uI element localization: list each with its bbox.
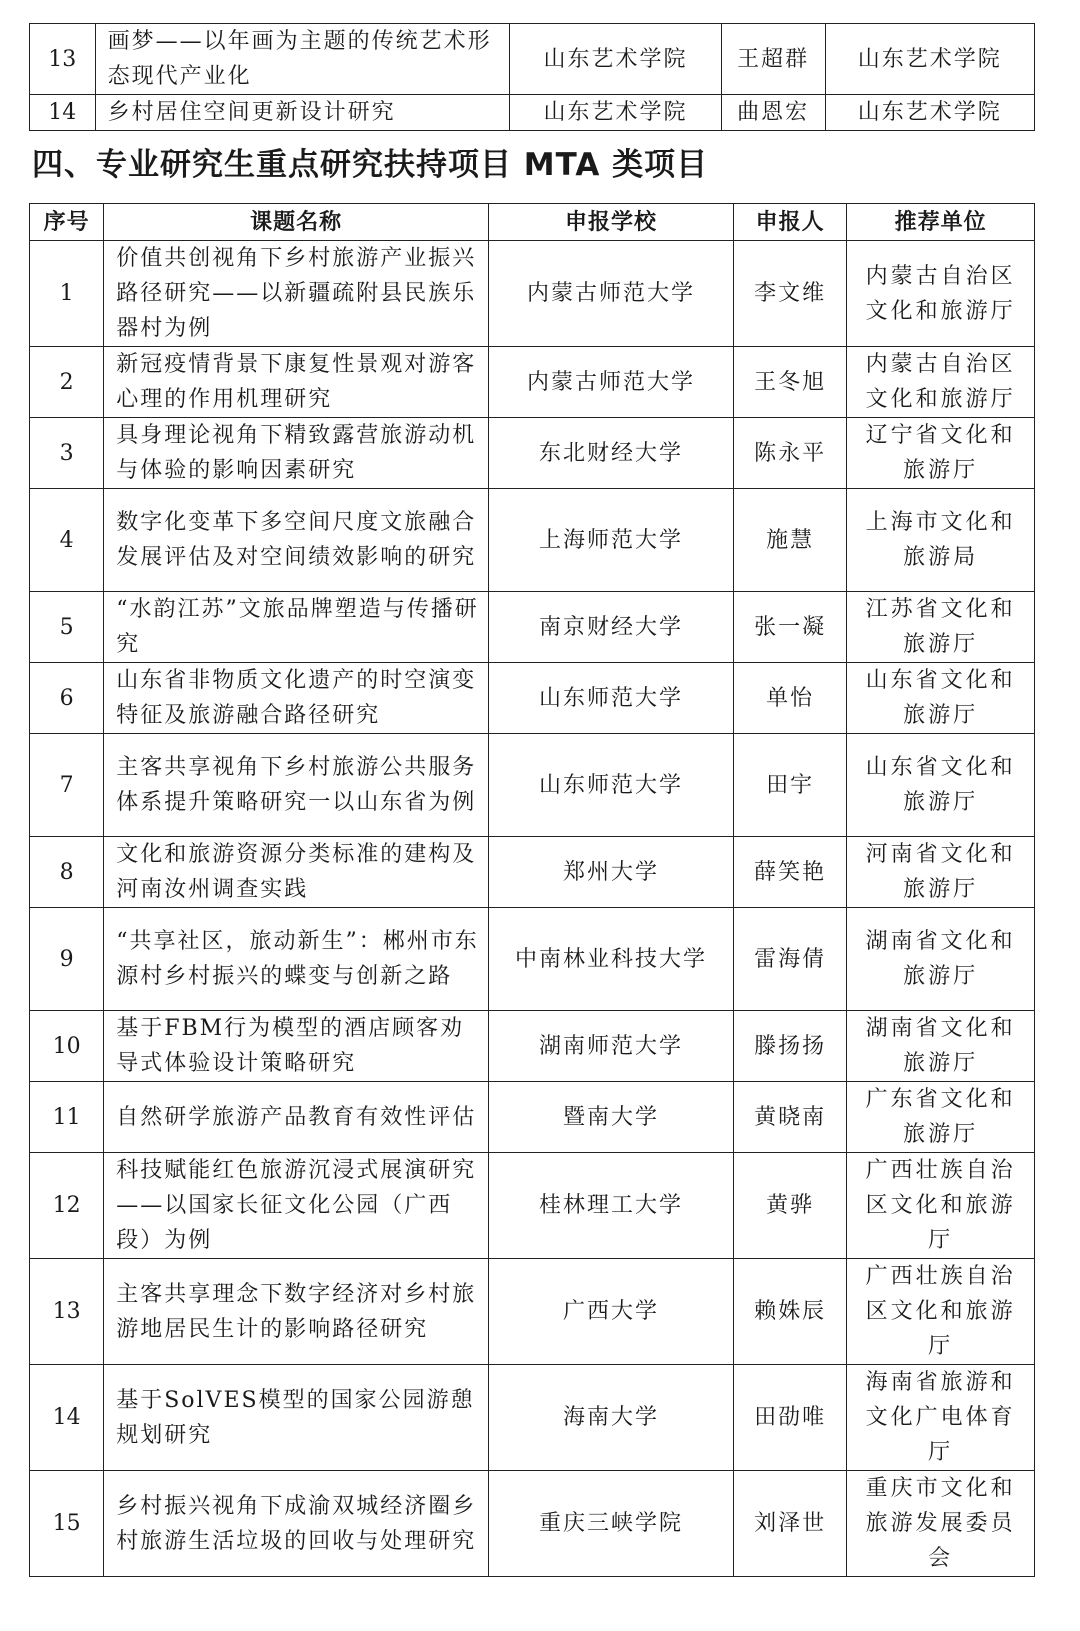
school-cell: 山东师范大学 — [489, 734, 734, 837]
topic-cell: 文化和旅游资源分类标准的建构及河南汝州调查实践 — [104, 837, 489, 908]
school-cell: 桂林理工大学 — [489, 1153, 734, 1259]
row-number: 7 — [30, 734, 104, 837]
table-row — [30, 1082, 1035, 1153]
school-cell: 内蒙古师范大学 — [489, 241, 734, 347]
unit-cell: 山东省文化和旅游厅 — [847, 663, 1035, 734]
header-no: 序号 — [30, 204, 104, 241]
applicant-cell: 张一凝 — [733, 592, 846, 663]
school-cell: 广西大学 — [489, 1259, 734, 1365]
topic-cell: 具身理论视角下精致露营旅游动机与体验的影响因素研究 — [104, 418, 489, 489]
topic-cell: 乡村振兴视角下成渝双城经济圈乡村旅游生活垃圾的回收与处理研究 — [104, 1471, 489, 1577]
unit-cell: 山东艺术学院 — [825, 95, 1034, 131]
applicant-cell: 田劭唯 — [733, 1365, 846, 1471]
table-row — [30, 734, 1035, 837]
table-row — [30, 347, 1035, 418]
unit-cell: 内蒙古自治区文化和旅游厅 — [847, 241, 1035, 347]
row-number: 14 — [30, 95, 96, 131]
topic-cell: “水韵江苏”文旅品牌塑造与传播研究 — [104, 592, 489, 663]
table-row — [30, 24, 1035, 95]
mta-projects-table — [29, 203, 1035, 1577]
row-number: 3 — [30, 418, 104, 489]
applicant-cell: 单怡 — [733, 663, 846, 734]
unit-cell: 湖南省文化和旅游厅 — [847, 1011, 1035, 1082]
row-number: 12 — [30, 1153, 104, 1259]
school-cell: 重庆三峡学院 — [489, 1471, 734, 1577]
applicant-cell: 曲恩宏 — [721, 95, 825, 131]
school-cell: 上海师范大学 — [489, 489, 734, 592]
school-cell: 山东师范大学 — [489, 663, 734, 734]
topic-cell: 新冠疫情背景下康复性景观对游客心理的作用机理研究 — [104, 347, 489, 418]
applicant-cell: 黄晓南 — [733, 1082, 846, 1153]
table-row — [30, 1471, 1035, 1577]
unit-cell: 广西壮族自治区文化和旅游厅 — [847, 1153, 1035, 1259]
school-cell: 海南大学 — [489, 1365, 734, 1471]
unit-cell: 湖南省文化和旅游厅 — [847, 908, 1035, 1011]
applicant-cell: 薛笑艳 — [733, 837, 846, 908]
applicant-cell: 田宇 — [733, 734, 846, 837]
topic-cell: 画梦——以年画为主题的传统艺术形态现代产业化 — [95, 24, 510, 95]
applicant-cell: 陈永平 — [733, 418, 846, 489]
school-cell: 郑州大学 — [489, 837, 734, 908]
applicant-cell: 刘泽世 — [733, 1471, 846, 1577]
school-cell: 山东艺术学院 — [510, 95, 722, 131]
row-number: 13 — [30, 1259, 104, 1365]
topic-cell: 基于FBM行为模型的酒店顾客劝导式体验设计策略研究 — [104, 1011, 489, 1082]
table-row — [30, 241, 1035, 347]
school-cell: 南京财经大学 — [489, 592, 734, 663]
topic-cell: 山东省非物质文化遗产的时空演变特征及旅游融合路径研究 — [104, 663, 489, 734]
topic-cell: “共享社区，旅动新生”：郴州市东源村乡村振兴的蝶变与创新之路 — [104, 908, 489, 1011]
unit-cell: 广东省文化和旅游厅 — [847, 1082, 1035, 1153]
table-row — [30, 837, 1035, 908]
topic-cell: 乡村居住空间更新设计研究 — [95, 95, 510, 131]
row-number: 6 — [30, 663, 104, 734]
applicant-cell: 施慧 — [733, 489, 846, 592]
school-cell: 湖南师范大学 — [489, 1011, 734, 1082]
row-number: 13 — [30, 24, 96, 95]
section-title: 四、专业研究生重点研究扶持项目 MTA 类项目 — [32, 147, 709, 183]
applicant-cell: 王超群 — [721, 24, 825, 95]
table-row — [30, 418, 1035, 489]
school-cell: 内蒙古师范大学 — [489, 347, 734, 418]
previous-table — [29, 23, 1035, 131]
table-row — [30, 592, 1035, 663]
unit-cell: 辽宁省文化和旅游厅 — [847, 418, 1035, 489]
table-row — [30, 489, 1035, 592]
applicant-cell: 雷海倩 — [733, 908, 846, 1011]
unit-cell: 海南省旅游和文化广电体育厅 — [847, 1365, 1035, 1471]
school-cell: 中南林业科技大学 — [489, 908, 734, 1011]
applicant-cell: 赖姝辰 — [733, 1259, 846, 1365]
school-cell: 暨南大学 — [489, 1082, 734, 1153]
unit-cell: 江苏省文化和旅游厅 — [847, 592, 1035, 663]
row-number: 14 — [30, 1365, 104, 1471]
table-row — [30, 908, 1035, 1011]
header-unit: 推荐单位 — [847, 204, 1035, 241]
row-number: 2 — [30, 347, 104, 418]
row-number: 1 — [30, 241, 104, 347]
unit-cell: 上海市文化和旅游局 — [847, 489, 1035, 592]
topic-cell: 科技赋能红色旅游沉浸式展演研究——以国家长征文化公园（广西段）为例 — [104, 1153, 489, 1259]
unit-cell: 山东艺术学院 — [825, 24, 1034, 95]
table-row — [30, 1153, 1035, 1259]
applicant-cell: 王冬旭 — [733, 347, 846, 418]
topic-cell: 价值共创视角下乡村旅游产业振兴路径研究——以新疆疏附县民族乐器村为例 — [104, 241, 489, 347]
header-applicant: 申报人 — [733, 204, 846, 241]
table-row — [30, 1011, 1035, 1082]
row-number: 9 — [30, 908, 104, 1011]
row-number: 4 — [30, 489, 104, 592]
applicant-cell: 黄骅 — [733, 1153, 846, 1259]
header-topic: 课题名称 — [104, 204, 489, 241]
row-number: 15 — [30, 1471, 104, 1577]
row-number: 8 — [30, 837, 104, 908]
topic-cell: 主客共享视角下乡村旅游公共服务体系提升策略研究一以山东省为例 — [104, 734, 489, 837]
row-number: 11 — [30, 1082, 104, 1153]
row-number: 5 — [30, 592, 104, 663]
table-row — [30, 663, 1035, 734]
row-number: 10 — [30, 1011, 104, 1082]
table-row — [30, 1259, 1035, 1365]
unit-cell: 广西壮族自治区文化和旅游厅 — [847, 1259, 1035, 1365]
topic-cell: 主客共享理念下数字经济对乡村旅游地居民生计的影响路径研究 — [104, 1259, 489, 1365]
unit-cell: 内蒙古自治区文化和旅游厅 — [847, 347, 1035, 418]
table-row — [30, 1365, 1035, 1471]
table-row — [30, 95, 1035, 131]
table-header-row — [30, 204, 1035, 241]
topic-cell: 数字化变革下多空间尺度文旅融合发展评估及对空间绩效影响的研究 — [104, 489, 489, 592]
applicant-cell: 李文维 — [733, 241, 846, 347]
unit-cell: 河南省文化和旅游厅 — [847, 837, 1035, 908]
applicant-cell: 滕扬扬 — [733, 1011, 846, 1082]
unit-cell: 山东省文化和旅游厅 — [847, 734, 1035, 837]
school-cell: 山东艺术学院 — [510, 24, 722, 95]
topic-cell: 基于SolVES模型的国家公园游憩规划研究 — [104, 1365, 489, 1471]
topic-cell: 自然研学旅游产品教育有效性评估 — [104, 1082, 489, 1153]
unit-cell: 重庆市文化和旅游发展委员会 — [847, 1471, 1035, 1577]
school-cell: 东北财经大学 — [489, 418, 734, 489]
header-school: 申报学校 — [489, 204, 734, 241]
